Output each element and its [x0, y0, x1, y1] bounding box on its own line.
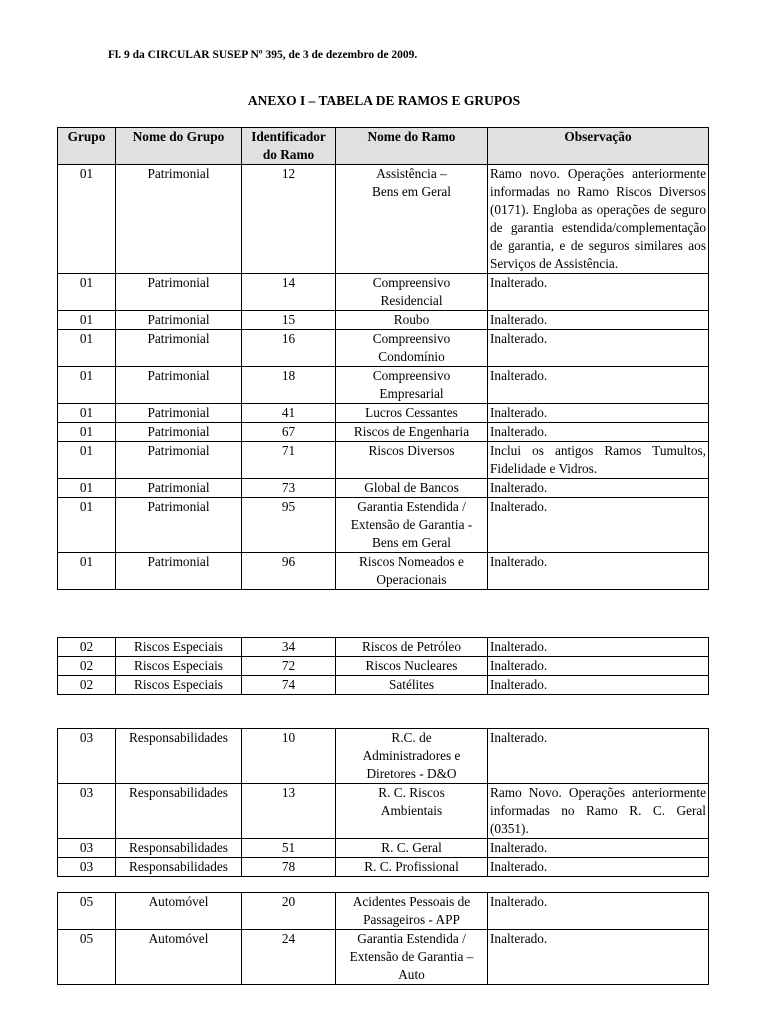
cell-nome-grupo: Riscos Especiais [116, 676, 242, 695]
cell-grupo: 01 [58, 311, 116, 330]
cell-observacao: Inalterado. [488, 553, 709, 590]
table-row [58, 330, 709, 367]
cell-observacao: Inalterado. [488, 858, 709, 877]
cell-nome-grupo: Riscos Especiais [116, 657, 242, 676]
cell-identificador: 95 [242, 498, 336, 553]
cell-identificador: 12 [242, 165, 336, 274]
table-row [58, 638, 709, 657]
table-row [58, 404, 709, 423]
cell-nome-grupo: Patrimonial [116, 553, 242, 590]
cell-nome-ramo: R. C. Riscos Ambientais [336, 784, 488, 839]
cell-grupo: 02 [58, 676, 116, 695]
table-row [58, 930, 709, 985]
cell-grupo: 03 [58, 858, 116, 877]
cell-nome-grupo: Patrimonial [116, 367, 242, 404]
cell-nome-ramo: Lucros Cessantes [336, 404, 488, 423]
col-header-nome-ramo: Nome do Ramo [336, 128, 488, 165]
cell-nome-ramo: R. C. Geral [336, 839, 488, 858]
cell-grupo: 01 [58, 479, 116, 498]
cell-observacao: Inalterado. [488, 638, 709, 657]
table-row [58, 423, 709, 442]
cell-identificador: 34 [242, 638, 336, 657]
table-row [58, 274, 709, 311]
cell-nome-ramo: Satélites [336, 676, 488, 695]
ramos-table-grupo-03 [57, 728, 709, 877]
ramos-table-grupo-05 [57, 892, 709, 985]
cell-nome-grupo: Responsabilidades [116, 839, 242, 858]
cell-identificador: 20 [242, 893, 336, 930]
cell-nome-ramo: Riscos Nomeados e Operacionais [336, 553, 488, 590]
cell-identificador: 71 [242, 442, 336, 479]
cell-observacao: Inalterado. [488, 839, 709, 858]
cell-identificador: 10 [242, 729, 336, 784]
cell-nome-grupo: Automóvel [116, 930, 242, 985]
cell-grupo: 03 [58, 729, 116, 784]
table-row [58, 858, 709, 877]
cell-observacao: Inalterado. [488, 423, 709, 442]
cell-grupo: 01 [58, 165, 116, 274]
table-row [58, 165, 709, 274]
cell-identificador: 72 [242, 657, 336, 676]
cell-grupo: 02 [58, 638, 116, 657]
col-header-nome-grupo: Nome do Grupo [116, 128, 242, 165]
cell-nome-grupo: Patrimonial [116, 442, 242, 479]
cell-nome-grupo: Patrimonial [116, 330, 242, 367]
cell-grupo: 02 [58, 657, 116, 676]
cell-observacao: Inalterado. [488, 274, 709, 311]
cell-nome-grupo: Patrimonial [116, 498, 242, 553]
cell-nome-grupo: Riscos Especiais [116, 638, 242, 657]
cell-nome-ramo: Riscos Nucleares [336, 657, 488, 676]
cell-nome-ramo: R. C. Profissional [336, 858, 488, 877]
cell-nome-grupo: Patrimonial [116, 423, 242, 442]
cell-identificador: 78 [242, 858, 336, 877]
cell-grupo: 03 [58, 839, 116, 858]
table-row [58, 479, 709, 498]
cell-nome-ramo: Acidentes Pessoais de Passageiros - APP [336, 893, 488, 930]
cell-observacao: Inalterado. [488, 330, 709, 367]
col-header-observacao: Observação [488, 128, 709, 165]
cell-observacao: Inclui os antigos Ramos Tumultos, Fidelidade e Vidros. [488, 442, 709, 479]
table-row [58, 676, 709, 695]
table-row [58, 657, 709, 676]
cell-identificador: 51 [242, 839, 336, 858]
cell-nome-ramo: Global de Bancos [336, 479, 488, 498]
cell-identificador: 73 [242, 479, 336, 498]
cell-nome-ramo: Riscos Diversos [336, 442, 488, 479]
cell-grupo: 01 [58, 442, 116, 479]
page-title: ANEXO I – TABELA DE RAMOS E GRUPOS [247, 93, 521, 108]
cell-observacao: Inalterado. [488, 930, 709, 985]
cell-nome-grupo: Patrimonial [116, 165, 242, 274]
cell-nome-ramo: Garantia Estendida / Extensão de Garantia - Bens em Geral [336, 498, 488, 553]
table-row [58, 784, 709, 839]
cell-grupo: 01 [58, 330, 116, 367]
cell-grupo: 05 [58, 930, 116, 985]
cell-nome-ramo: Compreensivo Empresarial [336, 367, 488, 404]
page-header: Fl. 9 da CIRCULAR SUSEP Nº 395, de 3 de dezembro de 2009. [108, 49, 418, 61]
cell-nome-ramo: Garantia Estendida / Extensão de Garantia – Auto [336, 930, 488, 985]
cell-grupo: 03 [58, 784, 116, 839]
cell-nome-grupo: Patrimonial [116, 274, 242, 311]
col-header-identificador: Identificador do Ramo [242, 128, 336, 165]
cell-identificador: 24 [242, 930, 336, 985]
cell-nome-ramo: R.C. de Administradores e Diretores - D&O [336, 729, 488, 784]
cell-grupo: 01 [58, 367, 116, 404]
cell-nome-grupo: Responsabilidades [116, 858, 242, 877]
cell-nome-grupo: Patrimonial [116, 404, 242, 423]
table-row [58, 311, 709, 330]
cell-identificador: 14 [242, 274, 336, 311]
cell-nome-grupo: Responsabilidades [116, 729, 242, 784]
table-row [58, 442, 709, 479]
cell-nome-grupo: Patrimonial [116, 311, 242, 330]
cell-grupo: 01 [58, 498, 116, 553]
cell-identificador: 16 [242, 330, 336, 367]
cell-grupo: 01 [58, 274, 116, 311]
cell-identificador: 96 [242, 553, 336, 590]
cell-observacao: Ramo novo. Operações anteriormente informadas no Ramo Riscos Diversos (0171). Engloba as operações de seguro de garantia estendida/complementação de garantia, e de seguros similares aos Serviços de Assistência. [488, 165, 709, 274]
cell-grupo: 01 [58, 404, 116, 423]
cell-observacao: Inalterado. [488, 311, 709, 330]
cell-grupo: 01 [58, 553, 116, 590]
ramos-table-grupo-02 [57, 637, 709, 695]
cell-identificador: 13 [242, 784, 336, 839]
cell-nome-ramo: Compreensivo Residencial [336, 274, 488, 311]
cell-observacao: Inalterado. [488, 479, 709, 498]
cell-nome-grupo: Responsabilidades [116, 784, 242, 839]
cell-grupo: 01 [58, 423, 116, 442]
cell-nome-ramo: Roubo [336, 311, 488, 330]
cell-observacao: Inalterado. [488, 498, 709, 553]
cell-nome-grupo: Automóvel [116, 893, 242, 930]
cell-observacao: Inalterado. [488, 676, 709, 695]
cell-identificador: 41 [242, 404, 336, 423]
table-row [58, 893, 709, 930]
table-row [58, 367, 709, 404]
cell-nome-ramo: Riscos de Engenharia [336, 423, 488, 442]
cell-grupo: 05 [58, 893, 116, 930]
cell-observacao: Inalterado. [488, 367, 709, 404]
cell-identificador: 74 [242, 676, 336, 695]
table-row [58, 729, 709, 784]
cell-nome-ramo: Riscos de Petróleo [336, 638, 488, 657]
cell-observacao: Inalterado. [488, 404, 709, 423]
cell-nome-ramo: Compreensivo Condomínio [336, 330, 488, 367]
table-header-row [58, 128, 709, 165]
table-row [58, 839, 709, 858]
cell-observacao: Inalterado. [488, 893, 709, 930]
cell-nome-grupo: Patrimonial [116, 479, 242, 498]
cell-identificador: 15 [242, 311, 336, 330]
cell-identificador: 67 [242, 423, 336, 442]
cell-observacao: Inalterado. [488, 729, 709, 784]
cell-observacao: Inalterado. [488, 657, 709, 676]
ramos-table-grupo-01 [57, 127, 709, 590]
col-header-grupo: Grupo [58, 128, 116, 165]
cell-identificador: 18 [242, 367, 336, 404]
table-row [58, 553, 709, 590]
cell-observacao: Ramo Novo. Operações anteriormente informadas no Ramo R. C. Geral (0351). [488, 784, 709, 839]
cell-nome-ramo: Assistência – Bens em Geral [336, 165, 488, 274]
table-row [58, 498, 709, 553]
